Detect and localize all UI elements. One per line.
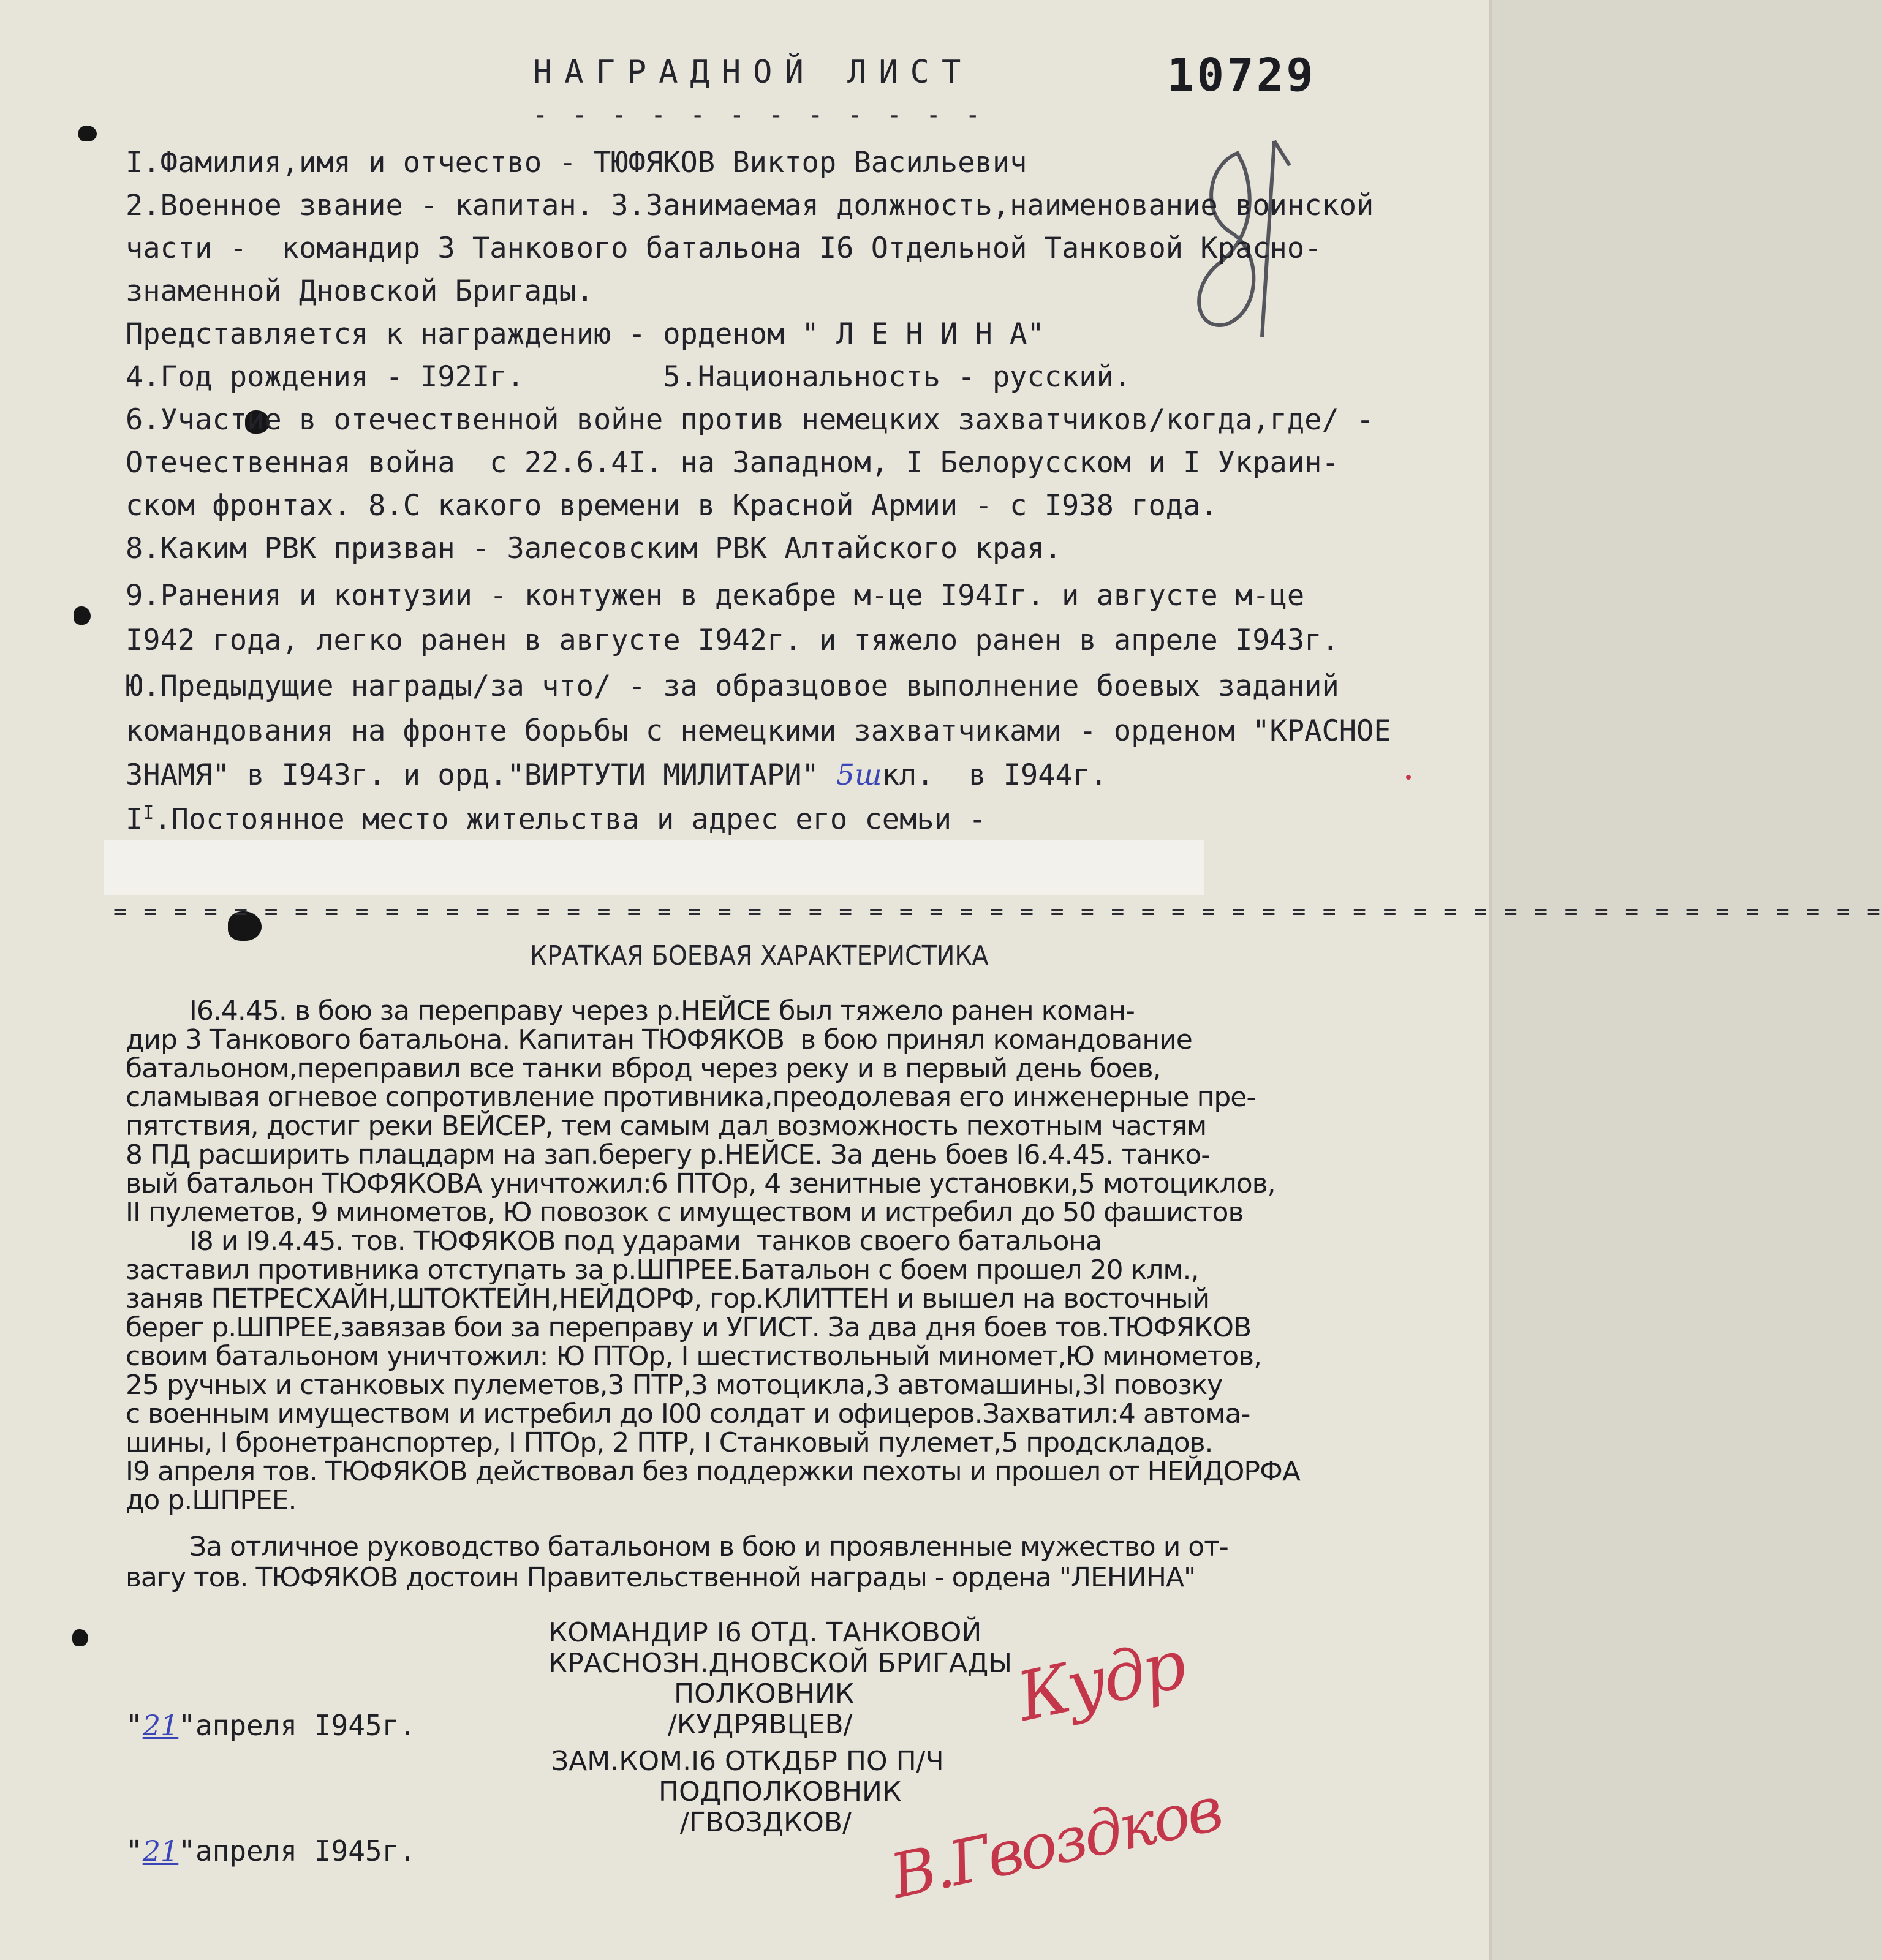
signature-name: /ГВОЗДКОВ/: [680, 1807, 852, 1838]
ink-blot: [78, 126, 97, 141]
archive-number: 10729: [1167, 49, 1316, 102]
narrative-line: заставил противника отступать за р.ШПРЕЕ.Батальон с боем прошел 20 клм.,: [126, 1254, 1199, 1286]
narrative-line: сламывая огневое сопротивление противника,преодолевая его инженерные пре-: [126, 1082, 1256, 1113]
field-participation: 6.Участие в отечественной войне против немецких захватчиков/когда,где/ -: [126, 403, 1374, 437]
date-2: "21"апреля I945г.: [126, 1834, 416, 1868]
red-mark: [1406, 775, 1411, 780]
field-rvk: 8.Каким РВК призван - Залесовским РВК Алтайского края.: [126, 532, 1062, 565]
narrative-line: шины, I бронетранспортер, I ПТОр, 2 ПТР, I Станковый пулемет,5 продскладов.: [126, 1427, 1213, 1458]
narrative-line: II пулеметов, 9 минометов, Ю повозок с имуществом и истребил до 50 фашистов: [126, 1197, 1244, 1228]
field-award: Представляется к награждению - орденом " Л Е Н И Н А": [126, 317, 1045, 351]
narrative-line: 8 ПД расширить плацдарм на зап.берегу р.НЕЙСЕ. За день боев I6.4.45. танко-: [126, 1139, 1211, 1170]
signature-rank: ПОДПОЛКОВНИК: [659, 1776, 902, 1807]
narrative-line: вый батальон ТЮФЯКОВА уничтожил:6 ПТОр, 4 зенитные установки,5 мотоциклов,: [126, 1168, 1275, 1199]
field-participation-cont: Отечественная война с 22.6.4I. на Западном, I Белорусском и I Украин-: [126, 446, 1339, 480]
redacted-address: [104, 840, 1204, 895]
date-1: "21"апреля I945г.: [126, 1709, 416, 1742]
handwritten-signature-1: Кудр: [1010, 1625, 1191, 1736]
document-title: НАГРАДНОЙ ЛИСТ: [533, 54, 973, 91]
narrative-conclusion: За отличное руководство батальоном в бою и проявленные мужество и от-: [126, 1531, 1228, 1562]
signature-name: /КУДРЯВЦЕВ/: [668, 1709, 853, 1740]
narrative-line: берег р.ШПРЕЕ,завязав бои за переправу и УГИСТ. За два дня боев тов.ТЮФЯКОВ: [126, 1312, 1252, 1343]
narrative-line: своим батальоном уничтожил: Ю ПТОр, I шестиствольный миномет,Ю минометов,: [126, 1341, 1262, 1372]
signature-title: ЗАМ.КОМ.I6 ОТКДБР ПО П/Ч: [551, 1746, 944, 1777]
narrative-line: 25 ручных и станковых пулеметов,3 ПТР,3 мотоцикла,3 автомашины,3I повозку: [126, 1370, 1223, 1401]
field-name: I.Фамилия,имя и отчество - ТЮФЯКОВ Виктор Васильевич: [126, 146, 1027, 179]
field-prev-awards: Ю.Предыдущие награды/за что/ - за образцовое выполнение боевых заданий: [126, 669, 1339, 703]
separator-line: = = = = = = = = = = = = = = = = = = = = = = = = = = = = = = = = = = = = = = = = = = = = = = = = = = = = = = = = = = =: [113, 899, 1882, 924]
narrative-line: пятствия, достиг реки ВЕЙСЕР, тем самым дал возможность пехотным частям: [126, 1110, 1207, 1142]
narrative-line: батальоном,переправил все танки вброд через реку и в первый день боев,: [126, 1053, 1161, 1084]
narrative-line: I6.4.45. в бою за переправу через р.НЕЙСЕ был тяжело ранен коман-: [126, 995, 1135, 1027]
field-prev-awards-cont2: ЗНАМЯ" в I943г. и орд."ВИРТУТИ МИЛИТАРИ" 5шкл. в I944г.: [126, 758, 1108, 792]
ink-blot: [72, 1629, 88, 1646]
ink-blot: [74, 606, 91, 625]
field-birth-nationality: 4.Год рождения - I92Iг. 5.Национальность - русский.: [126, 360, 1132, 394]
signature-rank: ПОЛКОВНИК: [674, 1678, 855, 1709]
narrative-line: с военным имуществом и истребил до I00 солдат и офицеров.Захватил:4 автома-: [126, 1398, 1250, 1430]
field-wounds: 9.Ранения и контузии - контужен в декабре м-це I94Iг. и августе м-це: [126, 579, 1305, 612]
narrative-conclusion: вагу тов. ТЮФЯКОВ достоин Правительственной награды - ордена "ЛЕНИНА": [126, 1562, 1196, 1593]
field-unit: части - командир 3 Танкового батальона I6 Отдельной Танковой Красно-: [126, 232, 1322, 265]
signature-title: КРАСНОЗН.ДНОВСКОЙ БРИГАДЫ: [548, 1648, 1013, 1679]
narrative-line: I8 и I9.4.45. тов. ТЮФЯКОВ под ударами танков своего батальона: [126, 1226, 1102, 1257]
field-wounds-cont: I942 года, легко ранен в августе I942г. и тяжело ранен в апреле I943г.: [126, 624, 1339, 657]
field-unit-cont: знаменной Дновской Бригады.: [126, 274, 594, 308]
handwritten-class: 5ш: [836, 758, 882, 792]
narrative-line: дир 3 Танкового батальона. Капитан ТЮФЯКОВ в бою принял командование: [126, 1024, 1192, 1055]
narrative-line: до р.ШПРЕЕ.: [126, 1485, 297, 1516]
signature-title: КОМАНДИР I6 ОТД. ТАНКОВОЙ: [548, 1617, 982, 1648]
section-heading: КРАТКАЯ БОЕВАЯ ХАРАКТЕРИСТИКА: [530, 940, 989, 971]
title-underline: - - - - - - - - - - - -: [533, 101, 985, 129]
handwritten-signature-2: В.Гвоздков: [884, 1773, 1227, 1913]
narrative-line: заняв ПЕТРЕСХАЙН,ШТОКТЕЙН,НЕЙДОРФ, гор.КЛИТТЕН и вышел на восточный: [126, 1283, 1210, 1314]
field-prev-awards-cont: командования на фронте борьбы с немецкими захватчиками - орденом "КРАСНОЕ: [126, 714, 1391, 748]
field-fronts-service: ском фронтах. 8.С какого времени в Красной Армии - с I938 года.: [126, 489, 1218, 522]
field-residence: I$^I$.Постоянное место жительства и адрес его семьи -: [126, 802, 986, 837]
narrative-line: I9 апреля тов. ТЮФЯКОВ действовал без поддержки пехоты и прошел от НЕЙДОРФА: [126, 1456, 1300, 1487]
field-rank-position: 2.Военное звание - капитан. 3.Занимаемая должность,наименование воинской: [126, 189, 1374, 222]
